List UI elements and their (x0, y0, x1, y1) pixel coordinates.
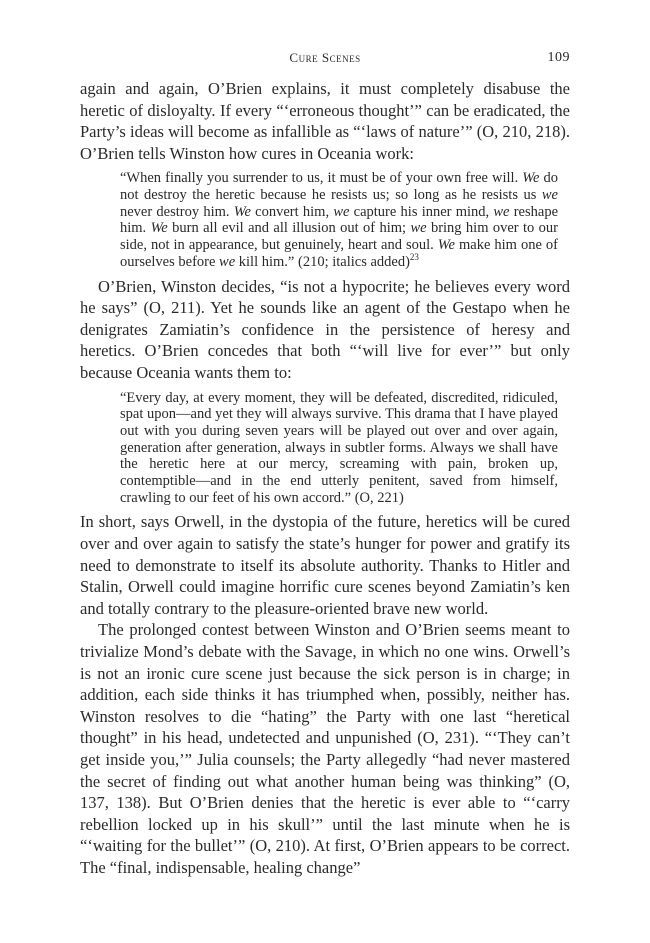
footnote-marker[interactable]: 23 (409, 252, 419, 263)
page-number: 109 (547, 50, 570, 65)
paragraph-3: In short, says Orwell, in the dystopia of the future, heretics will be cured over and over again to satisfy the state’s hunger for power and gratify its need to demonstrate to itself its absolute authority. Thanks to Hitler and Stalin, Orwell could imagine horrific cure scenes beyond Zamiatin’s ken and totally contrary to the pleasure-oriented brave new world. (80, 512, 570, 618)
paragraph-4: The prolonged contest between Winston and O’Brien seems meant to trivialize Mond’s debate with the Savage, in which no one wins. Orwell’s is not an ironic cure scene just because the sick person is in charge; in addition, each side thinks it has triumphed when, possibly, neither has. Winston resolves to die “hating” the Party with one last “heretical thought” in his head, undetected and unpunished (O, 231). “‘They can’t get inside you,’” Julia counsels; the Party allegedly “had never mastered the secret of finding out what another human being was thinking” (O, 137, 138). But O’Brien denies that the heretic is ever able to “‘carry rebellion locked up in his skull’” until the last minute when he is “‘waiting for the bullet’” (O, 210). At first, O’Brien appears to be correct. The “final, indispensable, healing change” (80, 620, 570, 877)
block-quote-2-text: “Every day, at every moment, they will be defeated, discredited, ridiculed, spat upon—and yet they will always survive. This drama that I have played out with you during seven years will be played out over and over again, generation after generation, always in subtler forms. Always we shall have the heretic here at our mercy, screaming with pain, broken up, contemptible—and in the end utterly penitent, saved from himself, crawling to our feet of his own accord.” (O, 221) (120, 389, 558, 506)
block-quote-1-text: “When finally you surrender to us, it must be of your own free will. We do not destroy the heretic because he resists us; so long as he resists us we never destroy him. We convert him, we capture his inner mind, we reshape him. We burn all evil and all illusion out of him; we bring him over to our side, not in appearance, but genuinely, heart and soul. We make him one of ourselves before we kill him.” (210; italics added)$^{23}$ (120, 170, 559, 270)
paragraph-1: again and again, O’Brien explains, it must completely disabuse the heretic of disloyalty. If every “‘erroneous thought’” can be eradicated, the Party’s ideas will become as infallible as “‘laws of nature’” (O, 210, 218). O’Brien tells Winston how cures in Oceania work: (80, 79, 570, 163)
running-head: Cure Scenes (289, 50, 361, 65)
page-header (80, 50, 570, 70)
block-quote-2 (120, 390, 558, 507)
paragraph-2: O’Brien, Winston decides, “is not a hypocrite; he believes every word he says” (O, 211). Yet he sounds like an agent of the Gestapo when he denigrates Zamiatin’s confidence in the persistence of heresy and heretics. O’Brien concedes that both “‘will live for ever’” but only because Oceania wants them to: (80, 276, 570, 382)
page-body (80, 78, 570, 879)
block-quote-1 (120, 170, 558, 270)
